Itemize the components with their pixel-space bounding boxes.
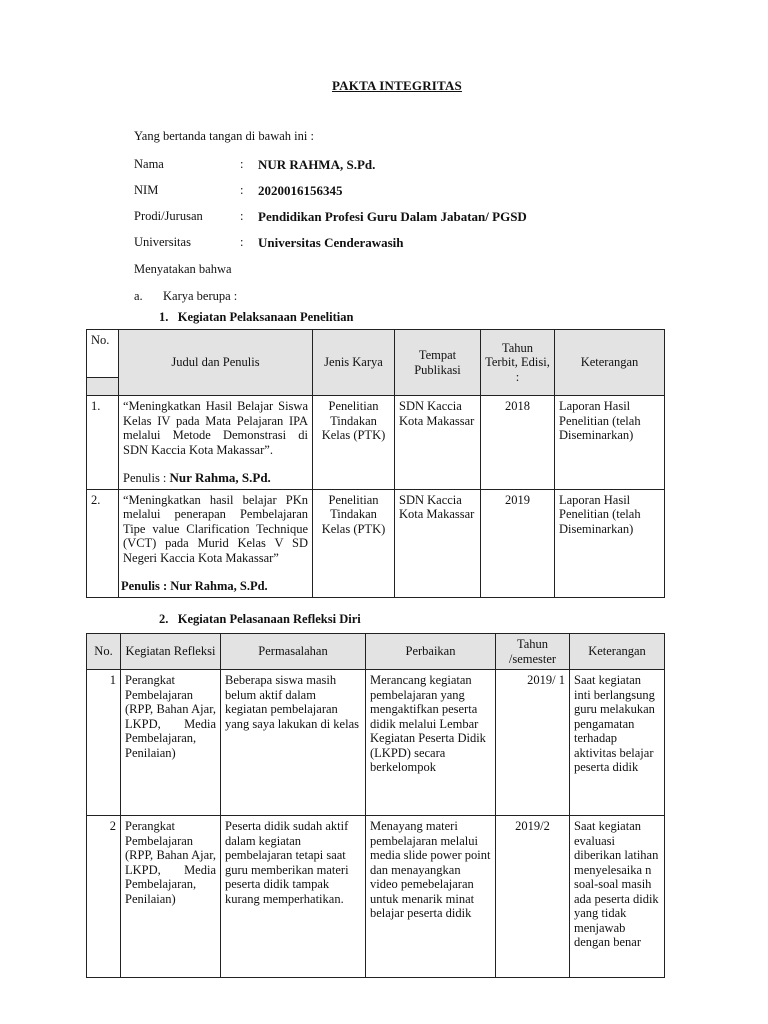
cell-permasalahan: Peserta didik sudah aktif dalam kegiatan pembelajaran tetapi saat guru memberikan materi peserta didik tampak kurang memperhatikan.: [221, 816, 366, 978]
table-row: [87, 670, 665, 816]
identity-label: Universitas: [134, 235, 191, 249]
cell-keterangan: Saat kegiatan evaluasi diberikan latihan menyelesaika n soal-soal masih ada peserta didik yang tidak menjawab dengan benar: [570, 816, 665, 978]
cell-tahun: 2019: [481, 489, 555, 597]
penulis-label: Penulis :: [123, 471, 167, 485]
cell-kegiatan: Perangkat Pembelajaran (RPP, Bahan Ajar, LKPD, Media Pembelajaran, Penilaian): [121, 816, 221, 978]
header-keterangan: Keterangan: [570, 634, 665, 670]
identity-value: NUR RAHMA, S.Pd.: [258, 157, 376, 172]
identity-value: Universitas Cenderawasih: [258, 235, 404, 250]
cell-keterangan: Saat kegiatan inti berlangsung guru melakukan pengamatan terhadap aktivitas belajar peserta didik: [570, 670, 665, 816]
header-no-filler: [87, 378, 119, 396]
table-row: [87, 816, 665, 978]
reflection-table: [86, 633, 665, 978]
judul-text: “Meningkatkan Hasil Belajar Siswa Kelas IV pada Mata Pelajaran IPA melalui Metode Demonstrasi di SDN Kaccia Kota Makassar”.: [123, 399, 308, 457]
header-no: No.: [87, 634, 121, 670]
cell-no: 1.: [87, 396, 119, 490]
table-header-row: [87, 330, 665, 378]
cell-tahun: 2019/ 1: [496, 670, 570, 816]
cell-tempat: SDN Kaccia Kota Makassar: [395, 396, 481, 490]
header-perbaikan: Perbaikan: [366, 634, 496, 670]
header-judul: Judul dan Penulis: [119, 330, 313, 396]
table-row: [87, 396, 665, 490]
cell-tempat: SDN Kaccia Kota Makassar: [395, 489, 481, 597]
section1-title: 1. Kegiatan Pelaksanaan Penelitian: [159, 310, 354, 324]
header-kegiatan: Kegiatan Refleksi: [121, 634, 221, 670]
header-tahun: Tahun /semester: [496, 634, 570, 670]
penulis-line: Penulis : Nur Rahma, S.Pd.: [121, 579, 268, 593]
cell-keterangan: Laporan Hasil Penelitian (telah Diseminarkan): [555, 396, 665, 490]
identity-value: 2020016156345: [258, 183, 343, 198]
penulis-line: [123, 471, 308, 486]
judul-text: “Meningkatkan hasil belajar PKn melalui penerapan Pembelajaran Tipe value Clarification Technique (VCT) pada Murid Kelas V SD Negeri Kaccia Kota Makassar”: [123, 492, 308, 565]
cell-permasalahan: Beberapa siswa masih belum aktif dalam kegiatan pembelajaran yang saya lakukan di kelas: [221, 670, 366, 816]
header-tahun: Tahun Terbit, Edisi, :: [481, 330, 555, 396]
cell-no: 2: [87, 816, 121, 978]
research-table: [86, 329, 665, 598]
item-a-marker: a.: [134, 289, 143, 303]
identity-colon: :: [240, 235, 244, 249]
cell-judul: [119, 396, 313, 490]
cell-perbaikan: Menayang materi pembelajaran melalui media slide power point dan menayangkan video pemebelajaran untuk menarik minat belajar peserta didik: [366, 816, 496, 978]
penulis-name: Nur Rahma, S.Pd.: [169, 470, 271, 485]
cell-kegiatan: Perangkat Pembelajaran (RPP, Bahan Ajar, LKPD, Media Pembelajaran, Penilaian): [121, 670, 221, 816]
header-keterangan: Keterangan: [555, 330, 665, 396]
header-tempat: Tempat Publikasi: [395, 330, 481, 396]
header-permasalahan: Permasalahan: [221, 634, 366, 670]
cell-no: 2.: [87, 489, 119, 597]
identity-label: Nama: [134, 157, 164, 171]
document-title: PAKTA INTEGRITAS: [332, 78, 462, 93]
cell-tahun: 2019/2: [496, 816, 570, 978]
identity-value: Pendidikan Profesi Guru Dalam Jabatan/ PGSD: [258, 209, 527, 224]
table-row: [87, 489, 665, 597]
cell-tahun: 2018: [481, 396, 555, 490]
cell-jenis: Penelitian Tindakan Kelas (PTK): [313, 489, 395, 597]
intro-text: Yang bertanda tangan di bawah ini :: [134, 129, 314, 143]
section2-title: 2. Kegiatan Pelasanaan Refleksi Diri: [159, 612, 361, 626]
header-no: No.: [87, 330, 119, 378]
cell-jenis: Penelitian Tindakan Kelas (PTK): [313, 396, 395, 490]
item-a-text: Karya berupa :: [163, 289, 238, 303]
table-header-row: [87, 634, 665, 670]
statement-text: Menyatakan bahwa: [134, 262, 232, 276]
identity-colon: :: [240, 183, 244, 197]
cell-keterangan: Laporan Hasil Penelitian (telah Diseminarkan): [555, 489, 665, 597]
identity-label: Prodi/Jurusan: [134, 209, 203, 223]
cell-judul: [119, 489, 313, 597]
cell-perbaikan: Merancang kegiatan pembelajaran yang mengaktifkan peserta didik melalui Lembar Kegiatan Peserta Didik (LKPD) secara berkelompok: [366, 670, 496, 816]
identity-label: NIM: [134, 183, 159, 197]
identity-colon: :: [240, 209, 244, 223]
identity-colon: :: [240, 157, 244, 171]
header-jenis: Jenis Karya: [313, 330, 395, 396]
cell-no: 1: [87, 670, 121, 816]
